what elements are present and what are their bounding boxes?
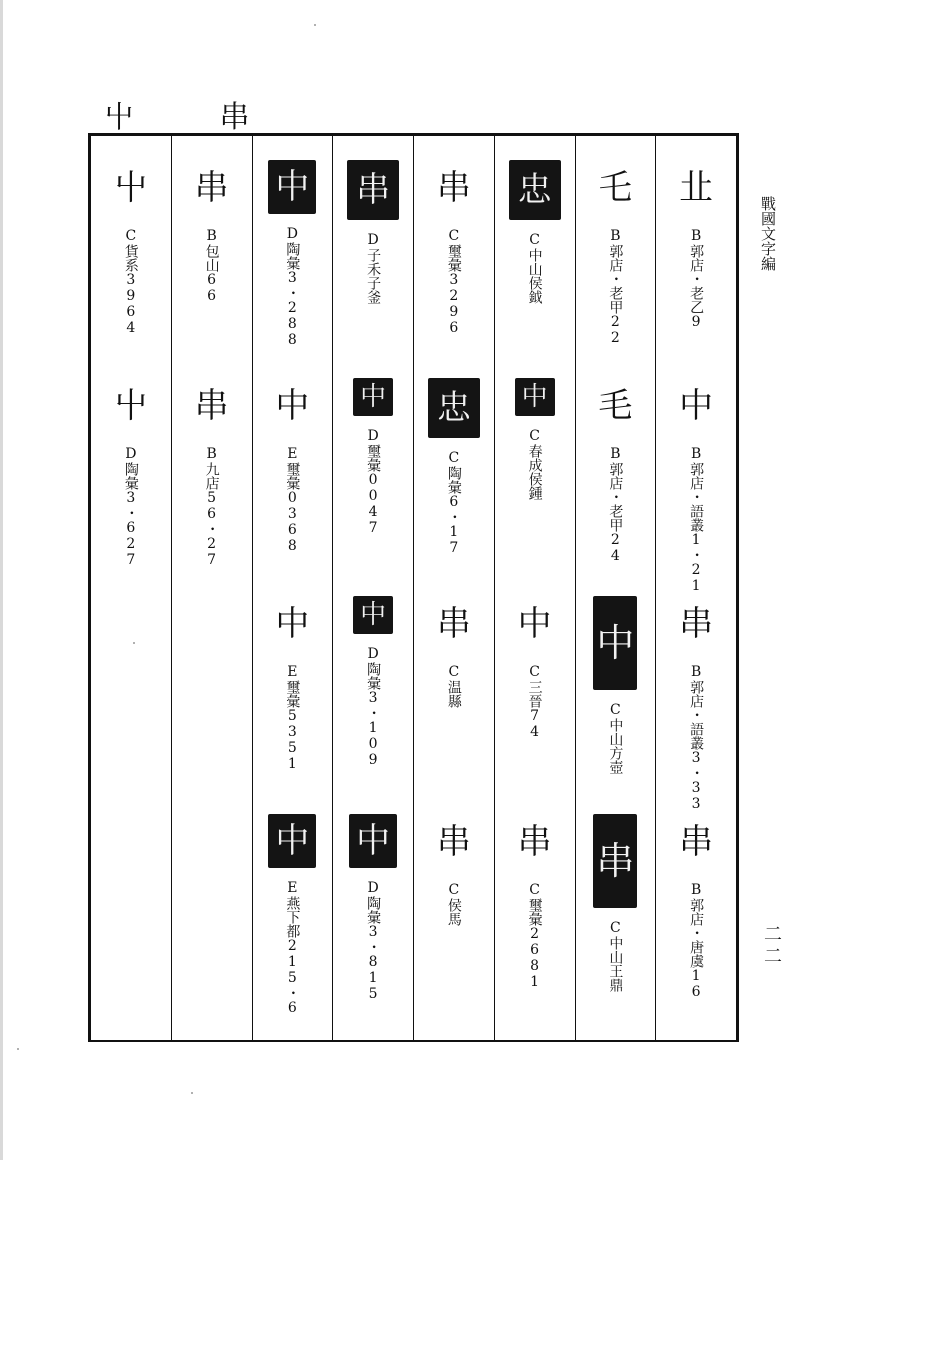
character-entry (426, 814, 482, 1032)
source-caption: D子禾子釜 (365, 232, 382, 304)
character-entry (347, 160, 399, 378)
character-entry (353, 596, 393, 814)
character-entry (507, 596, 563, 814)
character-entry (268, 160, 316, 378)
character-glyph: 串 (194, 168, 229, 208)
character-glyph: 忠 (509, 160, 561, 220)
speck (314, 24, 316, 26)
source-caption: E燕下都215・6 (284, 880, 301, 1016)
character-entry (184, 378, 240, 596)
character-glyph: 串 (679, 822, 714, 862)
source-caption: C貨系3964 (122, 228, 139, 336)
table-column (655, 136, 736, 1040)
character-entry (507, 814, 563, 1032)
character-entry (264, 378, 320, 596)
book-title: 戰國文字編 (759, 196, 777, 271)
source-caption: B郭店・老乙9 (688, 228, 705, 330)
character-entry (668, 160, 724, 378)
source-caption: D陶彙3・288 (284, 226, 301, 348)
character-glyph: 乇 (598, 168, 633, 208)
source-caption: D璽彙0047 (365, 428, 382, 536)
source-caption: B郭店・老甲22 (607, 228, 624, 346)
source-caption: B郭店・語叢3・33 (688, 664, 705, 812)
character-glyph: 串 (679, 604, 714, 644)
table-column (91, 136, 171, 1040)
scan-edge (0, 0, 3, 1160)
character-glyph: 中 (515, 378, 555, 416)
character-glyph: 中 (268, 160, 316, 214)
character-glyph: 串 (347, 160, 399, 220)
character-glyph: 中 (593, 596, 637, 690)
table-column (171, 136, 252, 1040)
source-caption: D陶彙3・627 (122, 446, 139, 568)
table-column (494, 136, 575, 1040)
character-glyph: 屮 (113, 386, 148, 426)
character-glyph: 中 (353, 378, 393, 416)
character-glyph: 毛 (598, 386, 633, 426)
source-caption: D陶彙3・815 (365, 880, 382, 1002)
source-caption: C璽彙3296 (445, 228, 462, 336)
character-glyph: 中 (268, 814, 316, 868)
character-glyph: 串 (593, 814, 637, 908)
character-glyph: 中 (275, 386, 310, 426)
character-glyph: 串 (436, 168, 471, 208)
character-entry (426, 596, 482, 814)
source-caption: E璽彙0368 (284, 446, 301, 554)
table-column (332, 136, 413, 1040)
character-entry (268, 814, 316, 1032)
character-glyph: 中 (517, 604, 552, 644)
speck (17, 1048, 19, 1050)
table-column (575, 136, 656, 1040)
character-glyph: 屮 (113, 168, 148, 208)
character-entry (593, 814, 637, 1032)
source-caption: C三晉74 (526, 664, 543, 740)
source-caption: B九店56・27 (203, 446, 220, 568)
character-glyph: 中 (349, 814, 397, 868)
character-glyph: 中 (353, 596, 393, 634)
character-entry (353, 378, 393, 596)
character-entry (593, 596, 637, 814)
speck (191, 1092, 193, 1094)
character-glyph: 中 (275, 604, 310, 644)
source-caption: B郭店・老甲24 (607, 446, 624, 564)
character-entry (668, 814, 724, 1032)
character-entry (428, 378, 480, 596)
character-entry (184, 160, 240, 378)
character-glyph: 串 (436, 604, 471, 644)
source-caption: B包山66 (203, 228, 220, 304)
character-glyph: 中 (679, 386, 714, 426)
source-caption: C璽彙2681 (526, 882, 543, 990)
source-caption: C陶彙6・17 (445, 450, 462, 556)
character-entry (103, 378, 159, 596)
character-glyph: 串 (194, 386, 229, 426)
character-entry (264, 596, 320, 814)
source-caption: E璽彙5351 (284, 664, 301, 772)
source-caption: B郭店・唐虞16 (688, 882, 705, 1000)
source-caption: C中山王鼎 (607, 920, 624, 992)
character-glyph: 串 (517, 822, 552, 862)
character-table (88, 133, 739, 1042)
character-entry (426, 160, 482, 378)
source-caption: C中山侯鉞 (526, 232, 543, 304)
character-entry (103, 160, 159, 378)
source-caption: D陶彙3・109 (365, 646, 382, 768)
character-entry (587, 378, 643, 596)
source-caption: C中山方壺 (607, 702, 624, 774)
character-glyph: 㐀 (679, 168, 714, 208)
character-glyph: 忠 (428, 378, 480, 438)
character-glyph: 串 (436, 822, 471, 862)
character-entry (668, 596, 724, 814)
source-caption: C春成侯鍾 (526, 428, 543, 500)
source-caption: C侯馬 (445, 882, 462, 926)
table-column (413, 136, 494, 1040)
source-caption: B郭店・語叢1・21 (688, 446, 705, 594)
character-entry (509, 160, 561, 378)
page-number: 二二 (761, 924, 782, 968)
page-title: 屮 串 (104, 100, 288, 135)
character-entry (668, 378, 724, 596)
character-entry (515, 378, 555, 596)
table-column (252, 136, 333, 1040)
character-entry (349, 814, 397, 1032)
source-caption: C温縣 (445, 664, 462, 708)
character-entry (587, 160, 643, 378)
